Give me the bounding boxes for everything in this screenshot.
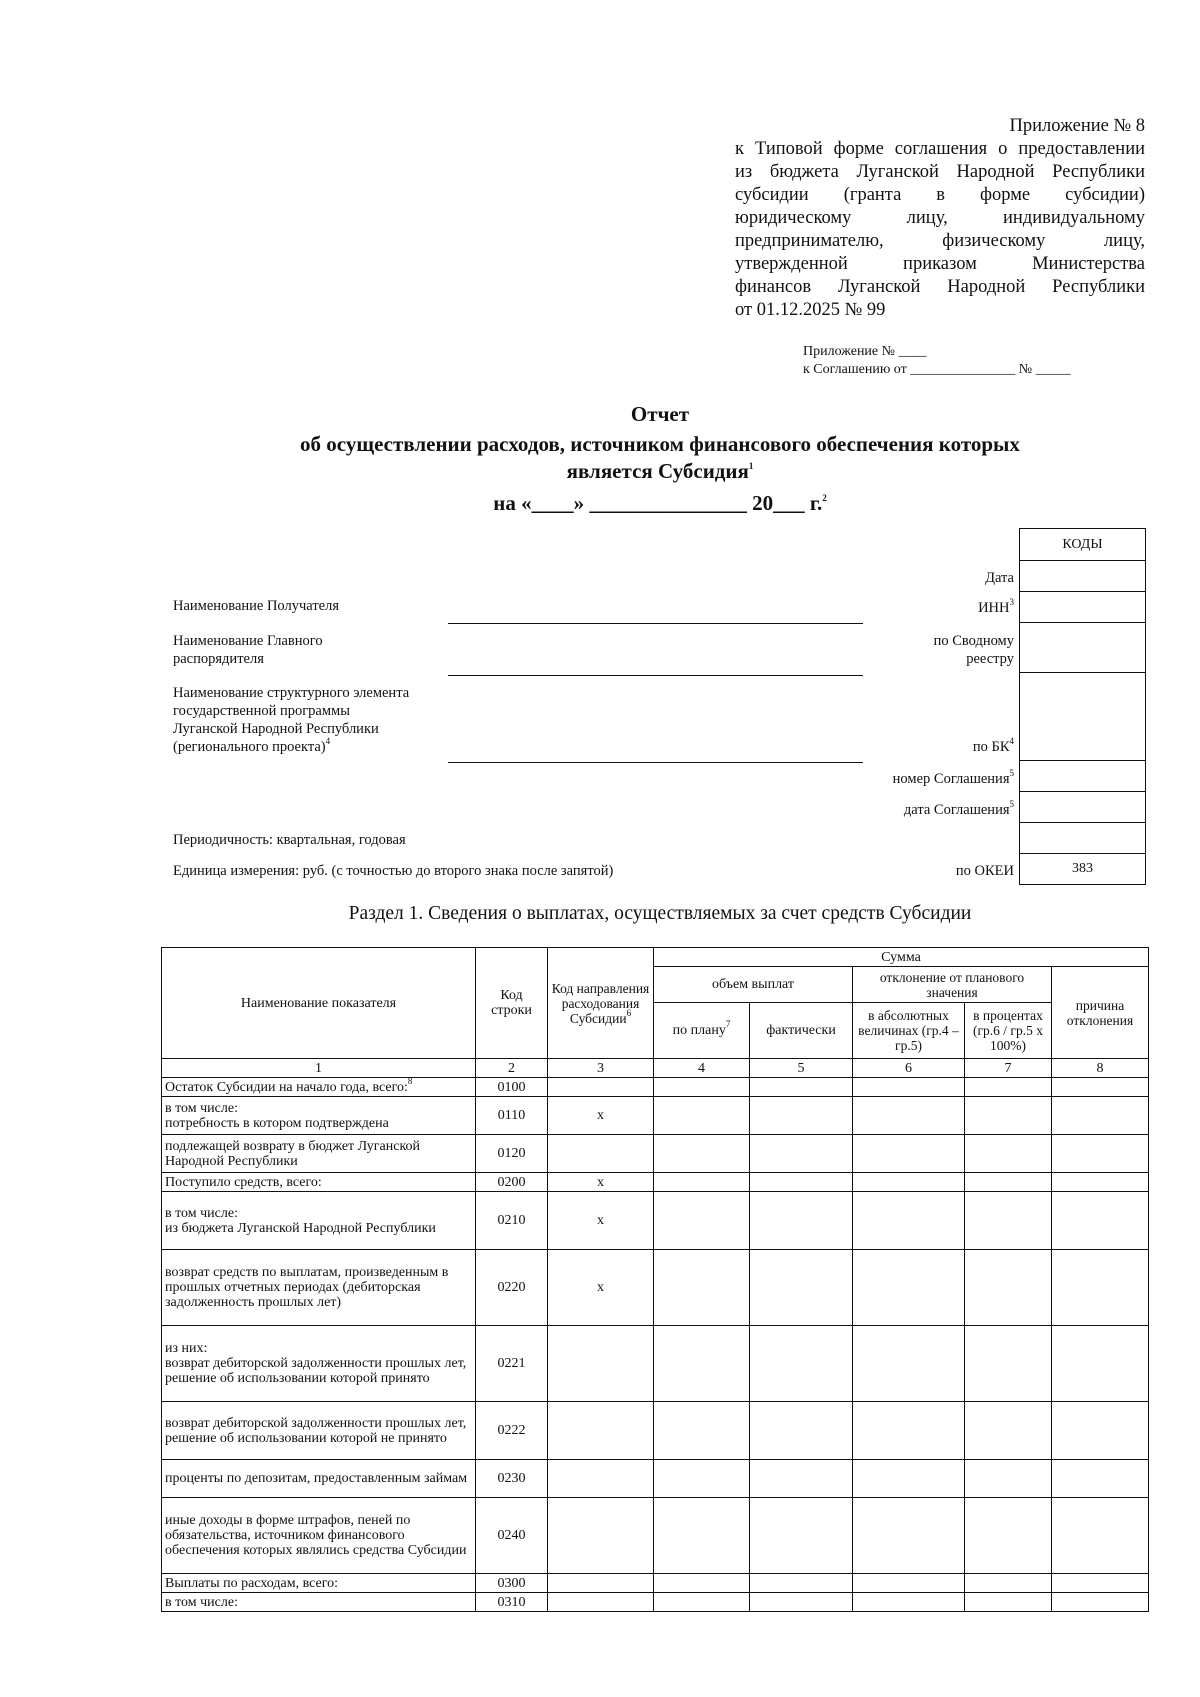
row-indicator-name [162,1075,476,1097]
footnote-mark: 8 [407,1075,413,1086]
footnote-mark: 5 [1009,768,1014,779]
attachment-number: Приложение № ____ [803,344,927,359]
row-value-abs-deviation[interactable] [853,1135,965,1173]
row-value-abs-deviation[interactable] [853,1250,965,1326]
report-title: Отчет [630,402,690,426]
struct-label-2: государственной программы [173,703,350,719]
col-header-row-code: Код строки [476,948,548,1059]
code-cell-agreement-no[interactable] [1020,761,1146,792]
row-direction-code: х [548,1250,654,1326]
row-value-actual[interactable] [750,1574,853,1593]
footnote-mark: 5 [1009,799,1014,810]
row-indicator-text: возврат дебиторской задолженности прошлых лет, решение об использовании которой не принято [165,1415,467,1446]
row-value-actual[interactable] [750,1135,853,1173]
table-row [162,1250,1149,1326]
appendix-line: от 01.12.2025 № 99 [735,300,886,320]
row-value-plan[interactable] [654,1460,750,1498]
row-value-reason[interactable] [1052,1498,1149,1574]
row-value-plan[interactable] [654,1593,750,1612]
row-value-pct-deviation[interactable] [965,1574,1052,1593]
periodicity-label: Периодичность: квартальная, годовая [173,832,406,848]
row-value-pct-deviation[interactable] [965,1097,1052,1135]
row-indicator-text: проценты по депозитам, предоставленным займам [165,1471,468,1486]
footnote-mark: 4 [1009,736,1014,747]
agreement-no-text: номер Соглашения [892,771,1010,787]
row-direction-code: х [548,1097,654,1135]
row-value-pct-deviation[interactable] [965,1460,1052,1498]
row-value-plan[interactable] [654,1498,750,1574]
row-value-actual[interactable] [750,1078,853,1097]
row-direction-code[interactable] [548,1498,654,1574]
row-value-pct-deviation[interactable] [965,1173,1052,1192]
row-indicator-name [162,1250,476,1326]
inn-label-text: ИНН [978,600,1010,616]
code-cell-date[interactable] [1020,561,1146,592]
unit-label: Единица измерения: руб. (с точностью до второго знака после запятой) [173,863,614,879]
row-value-abs-deviation[interactable] [853,1326,965,1402]
row-value-abs-deviation[interactable] [853,1078,965,1097]
appendix-line: к Типовой форме соглашения о предоставлении [735,139,1145,159]
main-manager-field[interactable] [448,675,863,676]
row-code: 0200 [476,1173,548,1192]
by-plan-text: по плану [672,1023,726,1038]
table-row [162,1135,1149,1173]
col-header-indicator: Наименование показателя [162,948,476,1059]
row-indicator-text: в том числе: [165,1100,238,1116]
report-date-line [0,490,1200,516]
row-indicator-text: в том числе: [165,1205,238,1221]
row-value-actual[interactable] [750,1402,853,1460]
codes-table [1019,528,1146,885]
svod-label-1: по Сводному [933,633,1014,649]
appendix-block [735,115,1145,322]
row-direction-code[interactable] [548,1460,654,1498]
row-value-reason[interactable] [1052,1135,1149,1173]
direction-code-text: Код направления расходования Субсидии [551,980,650,1026]
code-cell-svod[interactable] [1020,623,1146,673]
code-cell-okei: 383 [1020,854,1146,885]
row-direction-code: х [548,1192,654,1250]
appendix-line: из бюджета Луганской Народной Республики [735,162,1145,182]
main-manager-label-2: распорядителя [173,651,264,667]
row-value-abs-deviation[interactable] [853,1192,965,1250]
footnote-mark: 2 [822,493,827,503]
attachment-agreement: к Соглашению от _______________ № _____ [803,362,1071,377]
row-direction-code[interactable] [548,1078,654,1097]
section-1-title: Раздел 1. Сведения о выплатах, осуществляемых за счет средств Субсидии [348,903,972,924]
code-cell-periodicity[interactable] [1020,823,1146,854]
col-number: 2 [476,1059,548,1078]
row-value-abs-deviation[interactable] [853,1097,965,1135]
row-indicator-name [162,1574,476,1593]
table-body [162,1075,1149,1612]
struct-element-field[interactable] [448,762,863,763]
row-value-abs-deviation[interactable] [853,1498,965,1574]
row-indicator-name [162,1460,476,1498]
agreement-date-label [814,801,1014,819]
row-indicator-name [162,1173,476,1192]
row-direction-code[interactable] [548,1135,654,1173]
row-direction-code[interactable] [548,1593,654,1612]
row-value-pct-deviation[interactable] [965,1078,1052,1097]
appendix-line: предпринимателю, физическому лицу, [735,231,1145,251]
col-number: 7 [965,1059,1052,1078]
row-indicator-name [162,1498,476,1574]
col-header-deviation: отклонение от планового значения [853,967,1052,1003]
row-indicator-text: Выплаты по расходам, всего: [165,1575,339,1591]
col-number: 1 [162,1059,476,1078]
row-value-plan[interactable] [654,1574,750,1593]
okei-label: по ОКЕИ [955,863,1014,879]
row-code: 0220 [476,1250,548,1326]
row-indicator-text: возврат средств по выплатам, произведенным в прошлых отчетных периодах (дебиторская задолженность прошлых лет) [165,1265,449,1310]
row-direction-code[interactable] [548,1326,654,1402]
table-row [162,1498,1149,1574]
table-row [162,1097,1149,1135]
col-header-reason: причина отклонения [1052,967,1149,1059]
footnote-mark: 1 [748,461,754,471]
row-indicator-text: Поступило средств, всего: [165,1174,322,1190]
row-indicator-name [162,1593,476,1612]
row-code: 0222 [476,1402,548,1460]
row-value-reason[interactable] [1052,1192,1149,1250]
row-value-abs-deviation[interactable] [853,1460,965,1498]
agreement-attachment [803,343,1071,379]
table-row [162,1460,1149,1498]
row-code: 0221 [476,1326,548,1402]
svod-label-2: реестру [966,651,1014,667]
row-value-reason[interactable] [1052,1097,1149,1135]
col-number: 3 [548,1059,654,1078]
row-value-plan[interactable] [654,1078,750,1097]
bk-label-text: по БК [972,739,1010,755]
row-indicator-name [162,1402,476,1460]
appendix-line: Приложение № 8 [1009,116,1145,136]
table-row [162,1078,1149,1097]
footnote-mark: 7 [725,1019,731,1030]
row-code: 0210 [476,1192,548,1250]
row-direction-code: х [548,1173,654,1192]
row-value-actual[interactable] [750,1593,853,1612]
agreement-date-text: дата Соглашения [903,802,1010,818]
table-row [162,1402,1149,1460]
main-manager-label-1: Наименование Главного [173,633,323,649]
col-number: 8 [1052,1059,1149,1078]
row-code: 0240 [476,1498,548,1574]
col-header-actual: фактически [750,1003,853,1059]
row-value-reason[interactable] [1052,1460,1149,1498]
row-value-pct-deviation[interactable] [965,1250,1052,1326]
row-value-reason[interactable] [1052,1326,1149,1402]
row-value-reason[interactable] [1052,1402,1149,1460]
col-number-row [162,1059,1149,1078]
col-header-direction-code [548,948,654,1059]
row-indicator-name [162,1326,476,1402]
row-indicator-text: Остаток Субсидии на начало года, всего: [165,1079,408,1095]
row-indicator-text: из бюджета Луганской Народной Республики [165,1220,436,1236]
svod-label [814,632,1014,668]
row-direction-code[interactable] [548,1402,654,1460]
row-value-abs-deviation[interactable] [853,1593,965,1612]
row-code: 0230 [476,1460,548,1498]
row-value-actual[interactable] [750,1498,853,1574]
struct-label-4-text: (регионального проекта) [173,739,326,755]
row-indicator-text: возврат дебиторской задолженности прошлых лет, решение об использовании которой принято [165,1356,467,1386]
struct-label-1: Наименование структурного элемента [173,685,410,701]
row-value-pct-deviation[interactable] [965,1402,1052,1460]
row-value-plan[interactable] [654,1402,750,1460]
table-row [162,1173,1149,1192]
appendix-line: субсидии (гранта в форме субсидии) [735,185,1145,205]
row-value-actual[interactable] [750,1250,853,1326]
codes-header: КОДЫ [1020,529,1146,561]
row-direction-code[interactable] [548,1574,654,1593]
col-header-sum: Сумма [654,948,1149,967]
col-header-percent: в процентах (гр.6 / гр.5 x 100%) [965,1003,1052,1059]
row-value-abs-deviation[interactable] [853,1173,965,1192]
col-header-absolute: в абсолютных величинах (гр.4 – гр.5) [853,1003,965,1059]
row-value-plan[interactable] [654,1173,750,1192]
row-value-reason[interactable] [1052,1250,1149,1326]
col-number: 6 [853,1059,965,1078]
row-code: 0120 [476,1135,548,1173]
code-cell-agreement-date[interactable] [1020,792,1146,823]
date-line-text: на «____» _______________ 20___ г. [493,491,823,515]
row-value-pct-deviation[interactable] [965,1326,1052,1402]
row-value-plan[interactable] [654,1192,750,1250]
row-code: 0110 [476,1097,548,1135]
row-value-pct-deviation[interactable] [965,1135,1052,1173]
row-value-pct-deviation[interactable] [965,1593,1052,1612]
row-value-plan[interactable] [654,1135,750,1173]
code-cell-inn[interactable] [1020,592,1146,623]
row-value-abs-deviation[interactable] [853,1574,965,1593]
row-code: 0100 [476,1078,548,1097]
bk-label [814,738,1014,756]
col-number: 4 [654,1059,750,1078]
subtitle-text: является Субсидия [566,459,749,483]
appendix-line: юридическому лицу, индивидуальному [735,208,1145,228]
row-value-reason[interactable] [1052,1593,1149,1612]
inn-label [814,599,1014,617]
row-indicator-text: иные доходы в форме штрафов, пеней по обязательства, источником финансового обеспечения которых являлись средства Субсидии [165,1513,467,1558]
col-number: 5 [750,1059,853,1078]
row-value-reason[interactable] [1052,1574,1149,1593]
row-code: 0310 [476,1593,548,1612]
row-value-reason[interactable] [1052,1078,1149,1097]
recipient-field[interactable] [448,623,863,624]
row-value-pct-deviation[interactable] [965,1192,1052,1250]
row-value-reason[interactable] [1052,1173,1149,1192]
table-row [162,1593,1149,1612]
date-label: Дата [985,570,1014,586]
row-indicator-name [162,1097,476,1135]
row-indicator-name [162,1192,476,1250]
row-value-abs-deviation[interactable] [853,1402,965,1460]
row-value-actual[interactable] [750,1326,853,1402]
row-value-plan[interactable] [654,1250,750,1326]
row-value-actual[interactable] [750,1192,853,1250]
appendix-line: финансов Луганской Народной Республики [735,277,1145,297]
struct-label-4 [173,738,409,756]
table-row [162,1574,1149,1593]
struct-label-3: Луганской Народной Республики [173,721,379,737]
row-value-actual[interactable] [750,1460,853,1498]
row-indicator-name [162,1135,476,1173]
row-value-actual[interactable] [750,1173,853,1192]
struct-element-label [173,684,409,756]
row-indicator-text: подлежащей возврату в бюджет Луганской Народной Республики [165,1138,421,1169]
agreement-no-label [814,770,1014,788]
code-cell-bk[interactable] [1020,673,1146,761]
recipient-label: Наименование Получателя [173,598,340,614]
appendix-line: утвержденной приказом Министерства [735,254,1145,274]
row-value-pct-deviation[interactable] [965,1498,1052,1574]
main-manager-label [173,632,323,668]
footnote-mark: 4 [325,736,331,747]
col-header-by-plan [654,1003,750,1059]
row-value-plan[interactable] [654,1097,750,1135]
row-value-actual[interactable] [750,1097,853,1135]
report-subtitle: об осуществлении расходов, источником финансового обеспечения которых [300,432,1020,456]
table-row [162,1326,1149,1402]
row-indicator-text: из них: [165,1341,208,1356]
row-code: 0300 [476,1574,548,1593]
report-subtitle-2 [0,458,1200,484]
row-indicator-text: потребность в котором подтверждена [165,1115,389,1131]
footnote-mark: 3 [1009,597,1014,608]
row-value-plan[interactable] [654,1326,750,1402]
footnote-mark: 6 [626,1008,632,1018]
row-indicator-text: в том числе: [165,1594,238,1610]
payments-table [161,947,1149,1612]
col-header-volume: объем выплат [654,967,853,1003]
table-row [162,1192,1149,1250]
